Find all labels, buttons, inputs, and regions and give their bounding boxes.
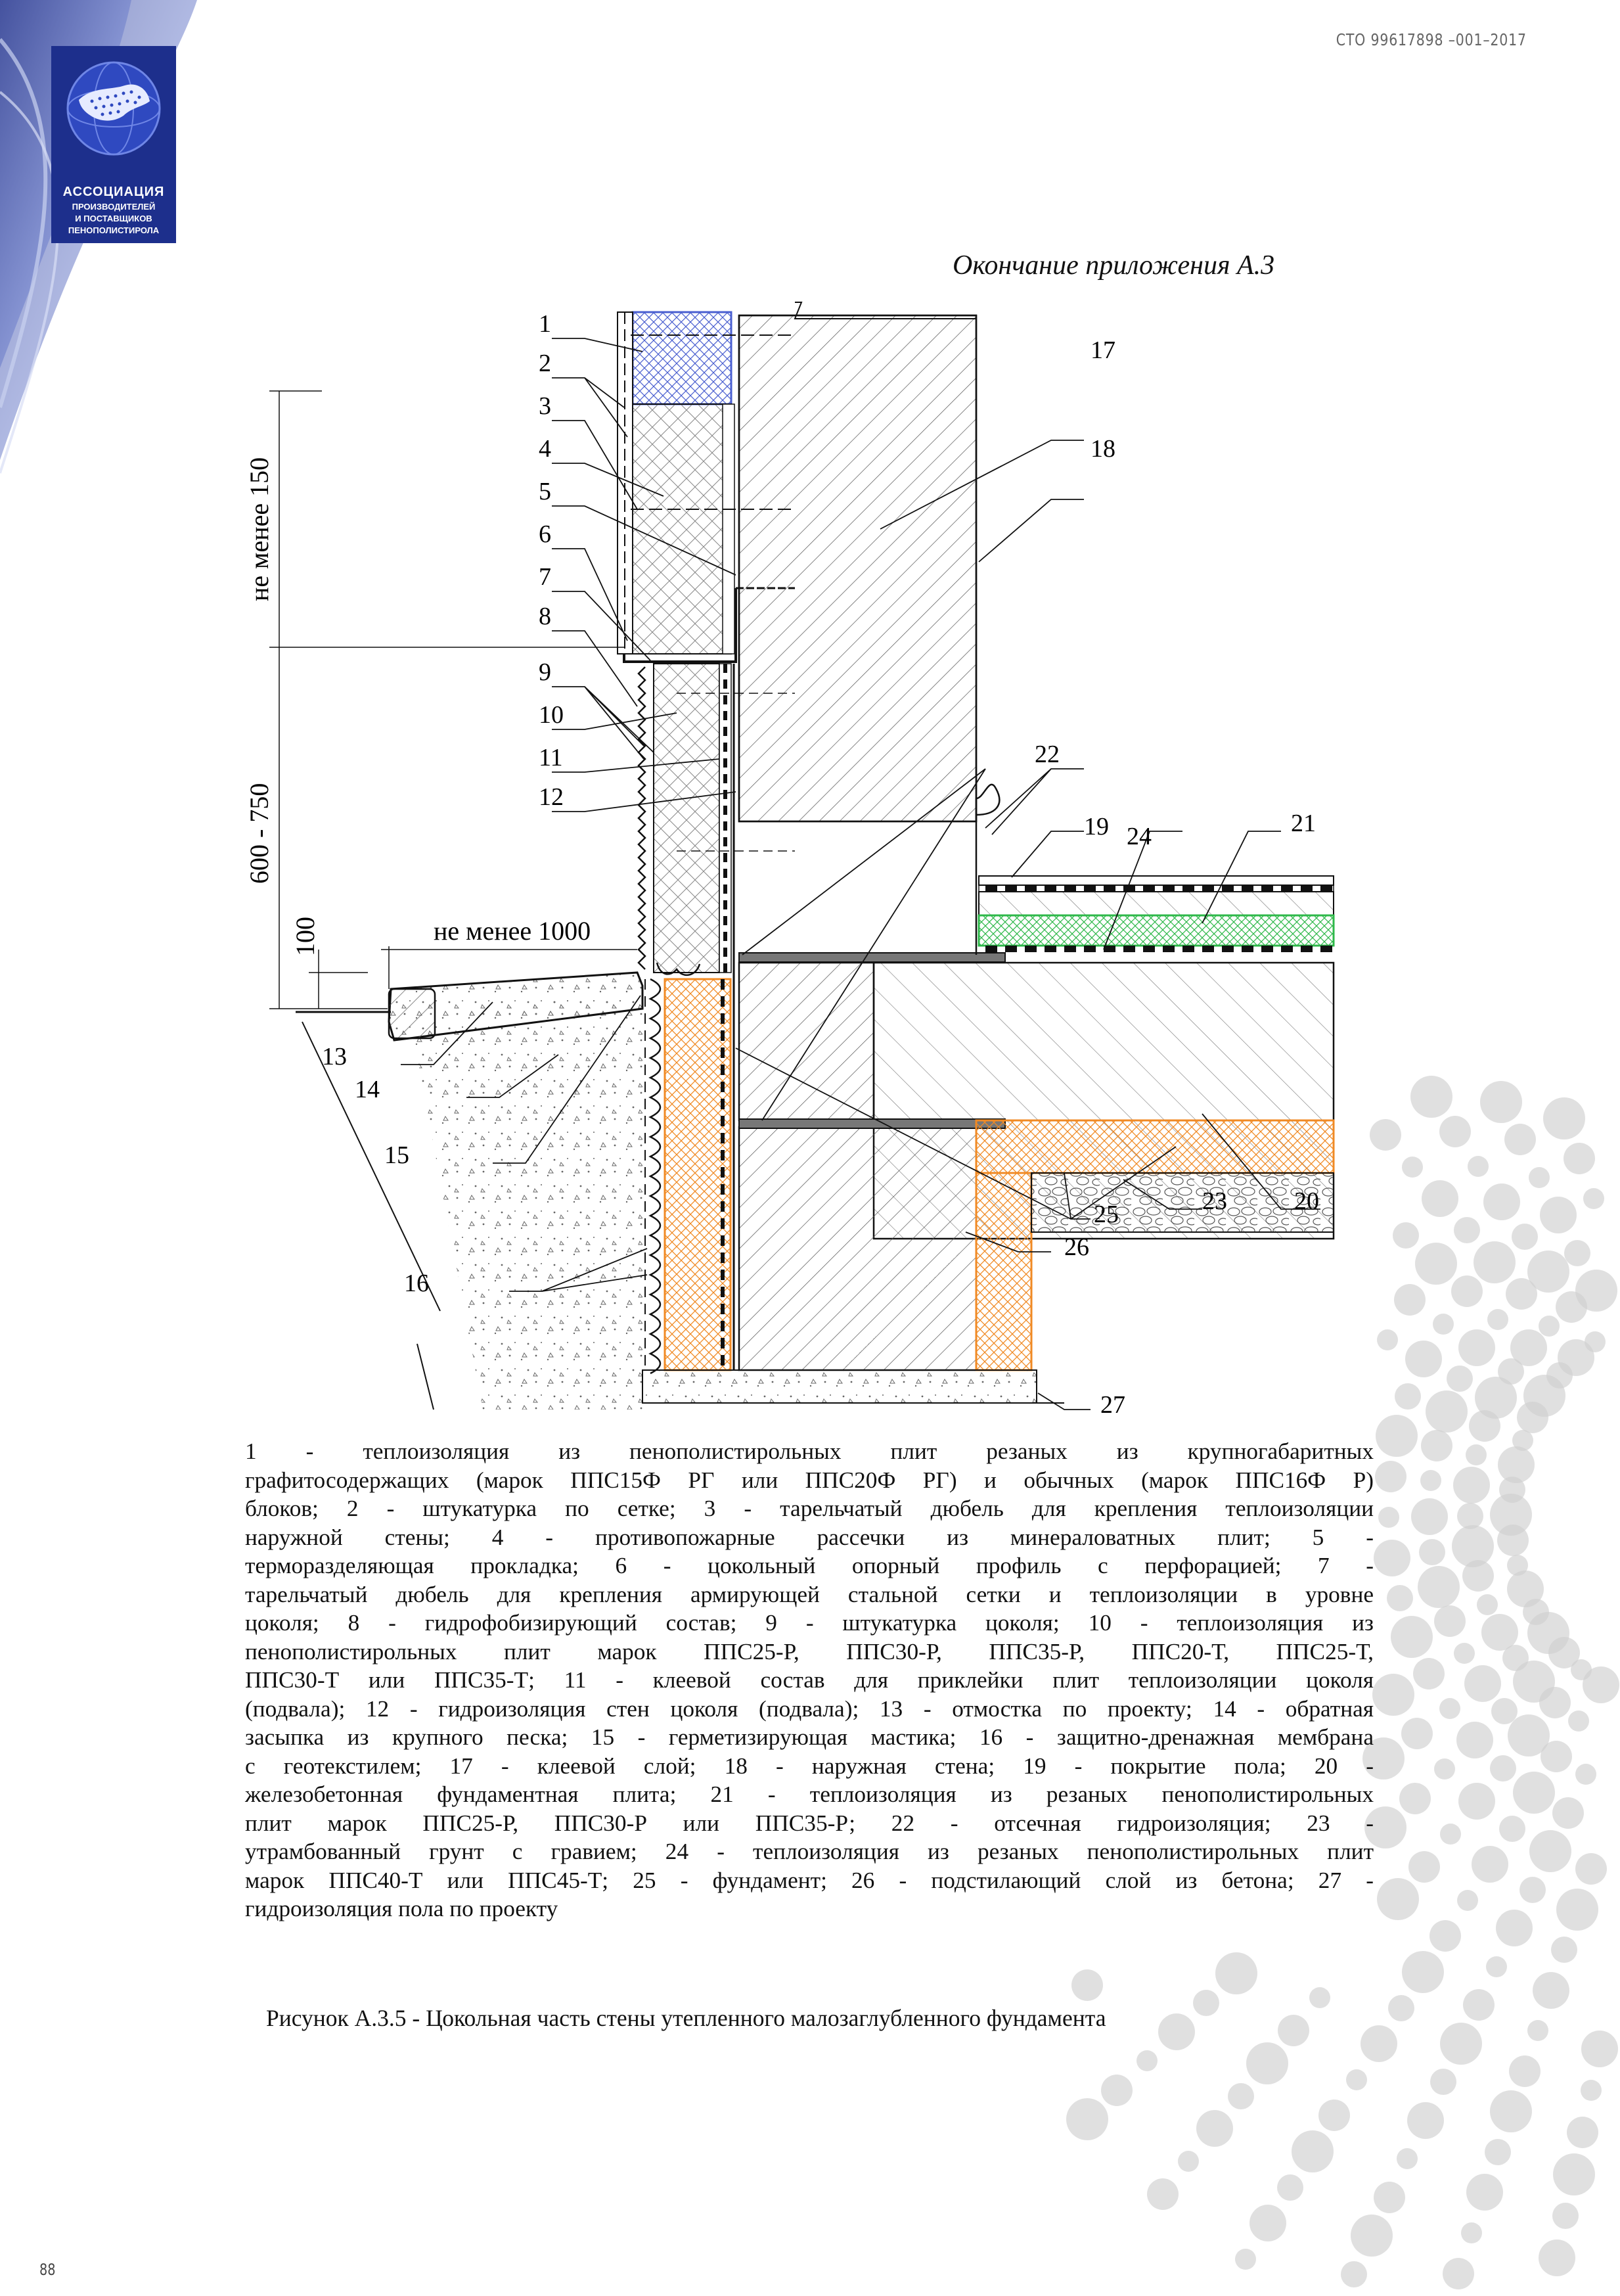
callout-label: 25 xyxy=(1094,1201,1119,1228)
callout-label: 19 xyxy=(1084,813,1109,840)
legend-line: ППС30-Т или ППС35-Т; 11 - клеевой состав для приклейки плит теплоизоляции цоколя xyxy=(245,1667,1374,1693)
legend-line: терморазделяющая прокладка; 6 - цокольный опорный профиль с перфорацией; 7 - xyxy=(245,1553,1374,1578)
callout-label: 11 xyxy=(539,744,563,771)
legend-line: цоколя; 8 - гидрофобизирующий состав; 9 - штукатурка цоколя; 10 - теплоизоляция из xyxy=(245,1610,1374,1636)
callout-label: 5 xyxy=(539,478,551,505)
page-number: 88 xyxy=(39,2261,56,2279)
appendix-title: Окончание приложения А.3 xyxy=(953,250,1275,281)
legend-line: графитосодержащих (марок ППС15Ф РГ или ППС20Ф РГ) и обычных (марок ППС16Ф Р) xyxy=(245,1467,1374,1493)
callout-label: 22 xyxy=(1035,741,1060,768)
callout-label: 26 xyxy=(1064,1233,1089,1261)
callout-label: 16 xyxy=(404,1270,429,1297)
callout-label: 23 xyxy=(1202,1187,1227,1215)
dimension-label: 100 xyxy=(290,917,320,956)
figure-legend xyxy=(245,1437,1374,1923)
callout-label: 1 xyxy=(539,310,551,338)
callout-label: 7 xyxy=(539,563,551,591)
legend-line: 1 - теплоизоляция из пенополистирольных плит резаных из крупногабаритных xyxy=(245,1438,1374,1464)
logo-text-line: ПЕНОПОЛИСТИРОЛА xyxy=(68,225,160,235)
dimension-label: не менее 1000 xyxy=(434,916,591,946)
legend-line: с геотекстилем; 17 - клеевой слой; 18 - наружная стена; 19 - покрытие пола; 20 - xyxy=(245,1753,1374,1779)
callout-label: 2 xyxy=(539,350,551,377)
callout-label: 3 xyxy=(539,392,551,420)
callout-label: 6 xyxy=(539,520,551,548)
globe-icon xyxy=(66,60,162,156)
callout-label: 21 xyxy=(1291,810,1316,837)
legend-line: пенополистирольных плит марок ППС25-Р, ППС30-Р, ППС35-Р, ППС20-Т, ППС25-Т, xyxy=(245,1638,1374,1665)
callout-label: 4 xyxy=(539,435,551,463)
legend-line: утрамбованный грунт с гравием; 24 - теплоизоляция из резаных пенополистирольных плит xyxy=(245,1839,1374,1864)
legend-line: плит марок ППС25-Р, ППС30-Р или ППС35-Р; 22 - отсечная гидроизоляция; 23 - xyxy=(245,1810,1374,1836)
legend-line: засыпка из крупного песка; 15 - герметизирующая мастика; 16 - защитно-дренажная мембрана xyxy=(245,1724,1374,1750)
callout-label: 14 xyxy=(355,1076,380,1103)
legend-line: железобетонная фундаментная плита; 21 - теплоизоляция из резаных пенополистирольных xyxy=(245,1781,1374,1807)
callout-label: 8 xyxy=(539,603,551,630)
dimension-label: не менее 150 xyxy=(244,457,274,601)
callout-label: 10 xyxy=(539,701,564,729)
callout-label: 9 xyxy=(539,658,551,686)
callout-label: 20 xyxy=(1294,1187,1319,1215)
logo-text-line: ПРОИЗВОДИТЕЛЕЙ xyxy=(72,202,156,212)
callout-label: 27 xyxy=(1100,1391,1125,1419)
legend-line: (подвала); 12 - гидроизоляция стен цоколя (подвала); 13 - отмостка по проекту; 14 - обратная xyxy=(245,1695,1374,1722)
association-logo xyxy=(51,46,176,243)
dimension-label: 600 - 750 xyxy=(244,783,274,884)
legend-line: блоков; 2 - штукатурка по сетке; 3 - тарельчатый дюбель для крепления теплоизоляции xyxy=(245,1496,1374,1521)
logo-text-line: АССОЦИАЦИЯ xyxy=(62,185,165,199)
callout-label: 24 xyxy=(1127,823,1152,850)
callout-label: 18 xyxy=(1091,435,1115,463)
callout-label: 15 xyxy=(384,1141,409,1169)
technical-drawing xyxy=(217,299,1406,1423)
callout-label: 17 xyxy=(1091,336,1115,364)
callout-label: 13 xyxy=(322,1043,347,1070)
callout-label: 12 xyxy=(539,783,564,811)
document-code: СТО 99617898 –001–2017 xyxy=(1336,30,1527,49)
legend-line: марок ППС40-Т или ППС45-Т; 25 - фундамент; 26 - подстилающий слой из бетона; 27 - xyxy=(245,1867,1374,1893)
legend-line: гидроизоляция пола по проекту xyxy=(245,1896,558,1921)
logo-text-line: И ПОСТАВЩИКОВ xyxy=(75,214,152,223)
figure-caption: Рисунок А.3.5 - Цокольная часть стены утепленного малозаглубленного фундамента xyxy=(266,2005,1106,2031)
legend-line: наружной стены; 4 - противопожарные рассечки из минераловатных плит; 5 - xyxy=(245,1524,1374,1550)
legend-line: тарельчатый дюбель для крепления армирующей стальной сетки и теплоизоляции в уровне xyxy=(245,1581,1374,1607)
